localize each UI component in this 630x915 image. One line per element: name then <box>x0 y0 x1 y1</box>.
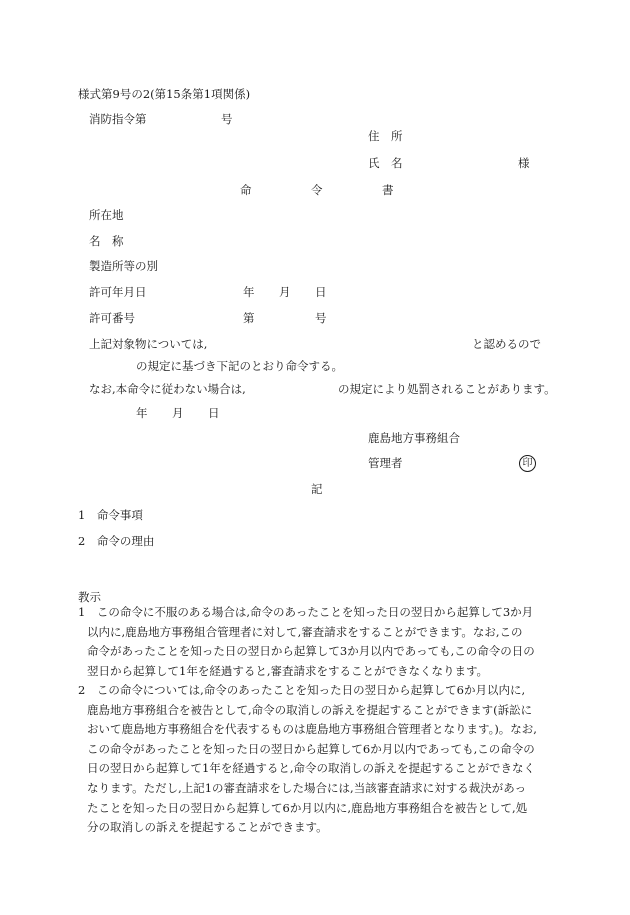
item-order-reason: 2 命令の理由 <box>78 534 155 548</box>
permit-date-year: 年 <box>243 285 255 299</box>
permit-date-month: 月 <box>279 285 291 299</box>
seal-icon: 印 <box>519 455 536 472</box>
facility-type-label: 製造所等の別 <box>89 259 158 273</box>
notice-paragraph-2 <box>78 681 537 838</box>
date-year: 年 <box>136 406 148 420</box>
notice-p2-line: たことを知った日の翌日から起算して6か月以内に,鹿島地方事務組合を被告として,処 <box>87 800 528 815</box>
notice-p1-line: 以内に,鹿島地方事務組合管理者に対して,審査請求をすることができます。なお,この <box>87 624 523 639</box>
recipient-honorific: 様 <box>518 156 530 170</box>
ki-heading: 記 <box>311 482 323 496</box>
body-line1-start: 上記対象物については, <box>89 337 208 351</box>
form-title: 様式第9号の2(第15条第1項関係) <box>78 87 251 101</box>
location-label: 所在地 <box>89 208 124 222</box>
body-line3-start: なお,本命令に従わない場合は, <box>89 382 246 396</box>
item-order-matters: 1 命令事項 <box>78 508 143 522</box>
notice-p1-line: 翌日から起算して1年を経過すると,審査請求をすることができなくなります。 <box>87 663 489 678</box>
permit-number-label: 許可番号 <box>89 311 135 325</box>
notice-p2-line: なります。ただし,上記1の審査請求をした場合には,当該審査請求に対する裁決があっ <box>87 780 527 795</box>
date-day: 日 <box>208 406 220 420</box>
permit-date-day: 日 <box>315 285 327 299</box>
body-line1-end: と認めるので <box>472 337 541 351</box>
notice-p2-line: 鹿島地方事務組合を被告として,命令の取消しの訴えを提起することができます(訴訟に <box>87 702 533 717</box>
issuer-organization: 鹿島地方事務組合 <box>368 431 460 445</box>
permit-date-label: 許可年月日 <box>89 285 147 299</box>
body-line2: の規定に基づき下記のとおり命令する。 <box>136 359 343 373</box>
notice-p2-line: 2 この命令については,命令のあったことを知った日の翌日から起算して6か月以内に, <box>78 683 526 697</box>
order-number-suffix: 号 <box>221 112 233 126</box>
notice-p2-line: おいて鹿島地方事務組合を代表するものは鹿島地方事務組合管理者となります。)。なお, <box>87 722 537 737</box>
notice-p2-line: この命令があったことを知った日の翌日から起算して6か月以内であっても,この命令の <box>87 741 535 756</box>
recipient-address-label: 住 所 <box>368 129 403 143</box>
order-number-prefix: 消防指令第 <box>89 112 147 126</box>
notice-p1-line: 命令があったことを知った日の翌日から起算して3か月以内であっても,この命令の日の <box>87 644 535 659</box>
document-title-char-2: 令 <box>311 183 323 197</box>
recipient-name-label: 氏 名 <box>368 156 403 170</box>
document-title-char-1: 命 <box>240 183 252 197</box>
notice-paragraph-1 <box>78 603 535 681</box>
permit-number-prefix: 第 <box>243 311 255 325</box>
notice-title: 教示 <box>78 590 101 604</box>
issuer-title: 管理者 <box>368 456 403 470</box>
name-label: 名 称 <box>89 234 124 248</box>
notice-p2-line: 日の翌日から起算して1年を経過すると,命令の取消しの訴えを提起することができなく <box>87 761 535 776</box>
permit-number-suffix: 号 <box>315 311 327 325</box>
notice-p1-line: 1 この命令に不服のある場合は,命令のあったことを知った日の翌日から起算して3か月 <box>78 605 534 619</box>
document-title-char-3: 書 <box>382 183 394 197</box>
body-line3-end: の規定により処罰されることがあります。 <box>338 382 556 396</box>
date-month: 月 <box>172 406 184 420</box>
notice-p2-line: 分の取消しの訴えを提起することができます。 <box>87 820 328 835</box>
